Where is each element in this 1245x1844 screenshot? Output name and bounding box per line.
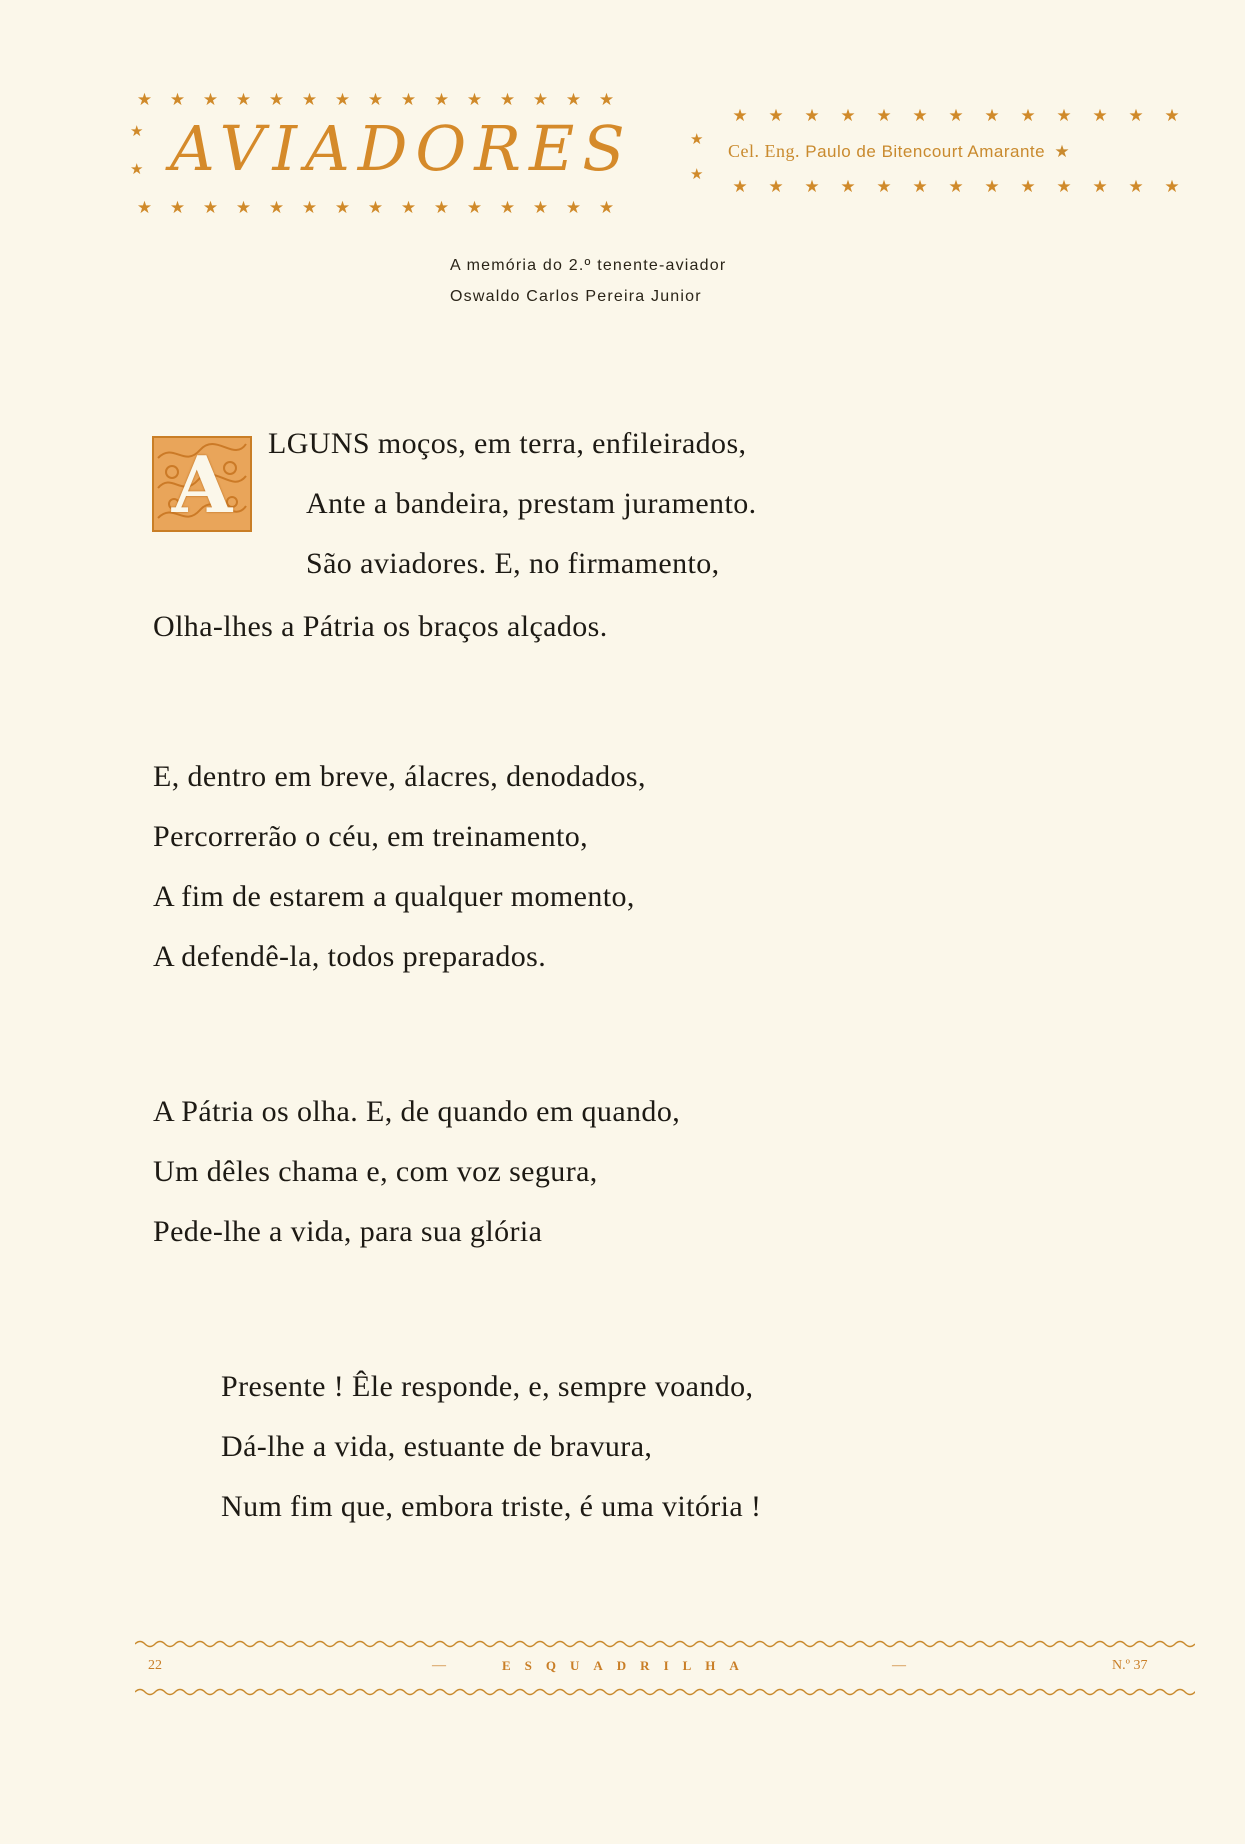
poem-line: A defendê-la, todos preparados. <box>153 940 547 973</box>
header-side-star: ★ <box>130 122 144 140</box>
header-side-star: ★ <box>130 160 144 178</box>
author-star-row-top: ★ ★ ★ ★ ★ ★ ★ ★ ★ ★ ★ ★ ★ <box>732 106 1180 126</box>
header-side-star: ★ <box>690 165 704 183</box>
poem-line: Presente ! Êle responde, e, sempre voando, <box>221 1370 754 1403</box>
dedication-line: A memória do 2.º tenente-aviador <box>450 257 727 274</box>
poem-line: E, dentro em breve, álacres, denodados, <box>153 760 646 793</box>
poem-line: Ante a bandeira, prestam juramento. <box>306 487 757 520</box>
poem-line: Dá-lhe a vida, estuante de bravura, <box>221 1430 653 1463</box>
footer-dash-right: — <box>892 1658 906 1673</box>
poem-line: LGUNS moços, em terra, enfileirados, <box>268 427 747 460</box>
header-star-row-top: ★ ★ ★ ★ ★ ★ ★ ★ ★ ★ ★ ★ ★ ★ ★ <box>136 90 615 110</box>
author-star-row-bottom: ★ ★ ★ ★ ★ ★ ★ ★ ★ ★ ★ ★ ★ <box>732 177 1180 197</box>
poem-line: A fim de estarem a qualquer momento, <box>153 880 635 913</box>
header-side-star: ★ <box>690 130 704 148</box>
poem-line: Percorrerão o céu, em treinamento, <box>153 820 589 853</box>
footer-wave-rule-top <box>135 1638 1195 1650</box>
footer-dash-left: — <box>432 1658 446 1673</box>
author-name: Paulo de Bitencourt Amarante <box>805 142 1046 161</box>
dedication <box>450 250 950 312</box>
poem-line: Pede-lhe a vida, para sua glória <box>153 1215 543 1248</box>
header-star-row-bottom: ★ ★ ★ ★ ★ ★ ★ ★ ★ ★ ★ ★ ★ ★ ★ <box>136 198 615 218</box>
drop-cap-ornament <box>152 436 252 532</box>
page-footer <box>140 1658 1190 1682</box>
author-credit <box>728 141 1228 162</box>
poem-title: AVIADORES <box>170 112 633 185</box>
author-star: ★ <box>1054 142 1071 161</box>
poem-line: Um dêles chama e, com voz segura, <box>153 1155 598 1188</box>
page-number: 22 <box>148 1658 162 1673</box>
dedication-line: Oswaldo Carlos Pereira Junior <box>450 288 702 305</box>
poem-line: São aviadores. E, no firmamento, <box>306 547 720 580</box>
footer-wave-rule-bottom <box>135 1686 1195 1698</box>
issue-number: N.º 37 <box>1112 1658 1148 1673</box>
drop-cap-letter: A <box>171 440 233 531</box>
poem-line: Olha-lhes a Pátria os braços alçados. <box>153 610 608 643</box>
poem-line: A Pátria os olha. E, de quando em quando, <box>153 1095 681 1128</box>
magazine-name: ESQUADRILHA <box>502 1658 753 1673</box>
author-rank: Cel. Eng. <box>728 141 800 161</box>
poem-line: Num fim que, embora triste, é uma vitória ! <box>221 1490 762 1523</box>
